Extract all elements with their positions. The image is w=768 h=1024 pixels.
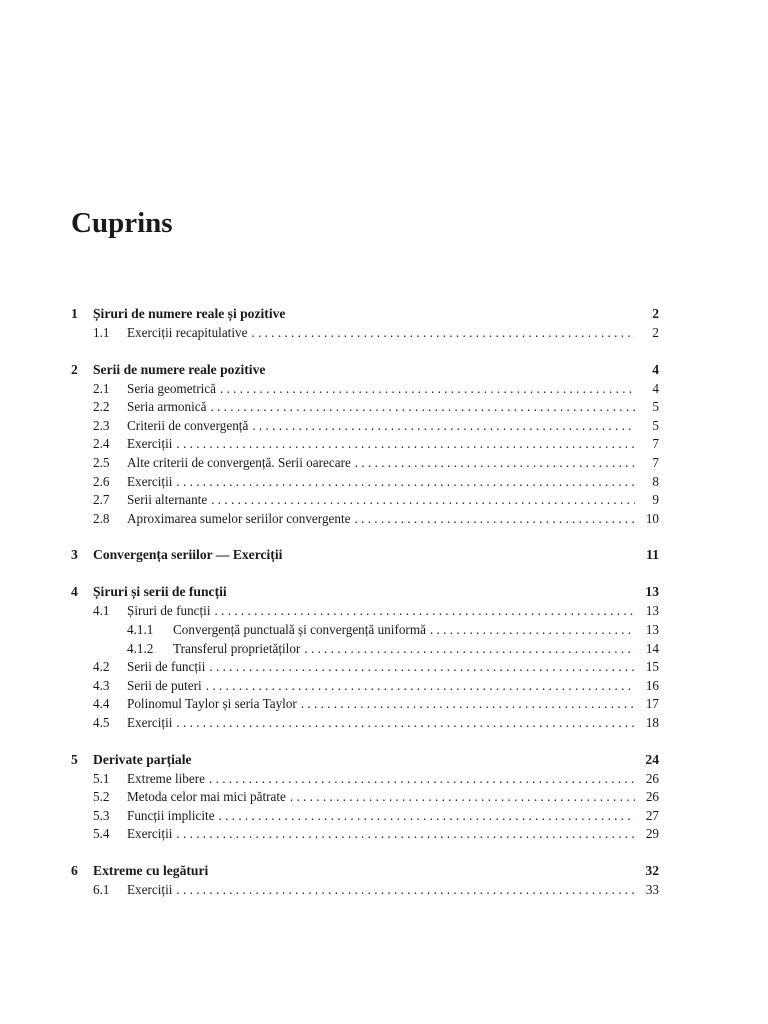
entry-page-number: 7 [652, 454, 659, 470]
entry-title: Serii alternante [127, 492, 208, 508]
entry-page-number: 29 [645, 826, 659, 842]
dot-leader [209, 770, 635, 789]
entry-title: Criterii de convergență [127, 417, 249, 433]
dot-leader [210, 398, 635, 417]
entry-title: Polinomul Taylor și seria Taylor [127, 696, 297, 712]
toc-section-entry[interactable] [71, 398, 659, 417]
toc-subsection-entry[interactable] [71, 621, 659, 640]
entry-title: Exerciții [127, 714, 173, 730]
entry-page-number: 26 [645, 789, 659, 805]
entry-page-number: 4 [652, 380, 659, 396]
entry-title: Transferul proprietăților [173, 640, 301, 656]
entry-title: Exerciții [127, 473, 173, 489]
entry-number: 2.1 [93, 380, 110, 396]
entry-page-number: 4 [652, 361, 659, 377]
toc-chapter-entry[interactable] [71, 750, 659, 770]
entry-number: 4.1.1 [127, 621, 154, 637]
entry-title: Derivate parțiale [93, 751, 192, 767]
dot-leader [251, 324, 635, 343]
entry-title: Funcții implicite [127, 807, 215, 823]
entry-page-number: 32 [645, 862, 659, 878]
toc-section-entry[interactable] [71, 473, 659, 492]
dot-leader [304, 640, 635, 659]
dot-leader [219, 807, 635, 826]
entry-page-number: 27 [645, 807, 659, 823]
dot-leader [209, 658, 635, 677]
entry-page-number: 8 [652, 473, 659, 489]
toc-section-entry[interactable] [71, 380, 659, 399]
entry-title: Serii de numere reale pozitive [93, 361, 266, 377]
toc-section-entry[interactable] [71, 788, 659, 807]
dot-leader [176, 435, 635, 454]
entry-number: 4.4 [93, 696, 110, 712]
entry-number: 5.1 [93, 770, 110, 786]
entry-number: 3 [71, 547, 78, 563]
toc-chapter-entry[interactable] [71, 545, 659, 565]
entry-number: 2.2 [93, 399, 110, 415]
entry-title: Extreme libere [127, 770, 205, 786]
entry-title: Exerciții [127, 436, 173, 452]
toc-section-entry[interactable] [71, 825, 659, 844]
entry-page-number: 26 [645, 770, 659, 786]
toc-section-entry[interactable] [71, 770, 659, 789]
entry-number: 2.5 [93, 454, 110, 470]
dot-leader [176, 825, 635, 844]
dot-leader [220, 380, 635, 399]
toc-subsection-entry[interactable] [71, 640, 659, 659]
entry-page-number: 5 [652, 417, 659, 433]
entry-number: 5 [71, 751, 78, 767]
entry-number: 6 [71, 862, 78, 878]
entry-number: 5.2 [93, 789, 110, 805]
page-title: Cuprins [71, 207, 173, 239]
entry-title: Exerciții [127, 881, 173, 897]
entry-title: Șiruri de funcții [127, 603, 211, 619]
entry-page-number: 9 [652, 492, 659, 508]
entry-page-number: 2 [652, 325, 659, 340]
dot-leader [211, 491, 635, 510]
toc-section-entry[interactable] [71, 510, 659, 529]
toc-section-entry[interactable] [71, 677, 659, 696]
toc-section-entry[interactable] [71, 714, 659, 733]
entry-page-number: 10 [645, 510, 659, 526]
entry-page-number: 13 [645, 584, 659, 600]
toc-section-entry[interactable] [71, 417, 659, 436]
entry-number: 1 [71, 306, 78, 321]
toc-chapter [71, 360, 659, 529]
dot-leader [176, 881, 635, 900]
entry-page-number: 17 [645, 696, 659, 712]
entry-title: Exerciții recapitulative [127, 325, 248, 340]
toc-section-entry[interactable] [71, 324, 659, 343]
table-of-contents [71, 304, 659, 916]
entry-number: 5.3 [93, 807, 110, 823]
entry-title: Convergența seriilor — Exerciții [93, 547, 283, 563]
entry-page-number: 18 [645, 714, 659, 730]
entry-number: 2.7 [93, 492, 110, 508]
entry-title: Șiruri și serii de funcții [93, 584, 227, 600]
entry-page-number: 13 [645, 621, 659, 637]
entry-title: Serii de funcții [127, 659, 206, 675]
entry-number: 1.1 [93, 325, 110, 340]
entry-number: 2.8 [93, 510, 110, 526]
entry-page-number: 5 [652, 399, 659, 415]
entry-title: Extreme cu legături [93, 862, 209, 878]
entry-page-number: 13 [645, 603, 659, 619]
dot-leader [355, 454, 635, 473]
toc-section-entry[interactable] [71, 658, 659, 677]
entry-title: Serii de puteri [127, 677, 202, 693]
entry-number: 2.4 [93, 436, 110, 452]
toc-section-entry[interactable] [71, 807, 659, 826]
dot-leader [430, 621, 635, 640]
toc-section-entry[interactable] [71, 491, 659, 510]
entry-title: Seria geometrică [127, 380, 216, 396]
entry-number: 5.4 [93, 826, 110, 842]
toc-chapter [71, 545, 659, 565]
toc-section-entry[interactable] [71, 695, 659, 714]
entry-page-number: 7 [652, 436, 659, 452]
dot-leader [252, 417, 635, 436]
toc-section-entry[interactable] [71, 881, 659, 900]
toc-section-entry[interactable] [71, 602, 659, 621]
entry-title: Convergență punctuală și convergență uniformă [173, 621, 426, 637]
toc-chapter [71, 861, 659, 900]
entry-page-number: 33 [645, 881, 659, 897]
dot-leader [206, 677, 635, 696]
toc-section-entry[interactable] [71, 435, 659, 454]
dot-leader [176, 473, 635, 492]
toc-chapter [71, 582, 659, 732]
entry-number: 4 [71, 584, 78, 600]
entry-number: 2.3 [93, 417, 110, 433]
toc-chapter-entry[interactable] [71, 360, 659, 380]
entry-number: 4.1.2 [127, 640, 154, 656]
entry-page-number: 16 [645, 677, 659, 693]
entry-title: Exerciții [127, 826, 173, 842]
entry-title: Șiruri de numere reale și pozitive [93, 306, 286, 321]
entry-title: Aproximarea sumelor seriilor convergente [127, 510, 351, 526]
dot-leader [215, 602, 635, 621]
dot-leader [176, 714, 635, 733]
toc-chapter-entry[interactable] [71, 582, 659, 602]
toc-chapter-entry[interactable] [71, 861, 659, 881]
dot-leader [355, 510, 636, 529]
entry-number: 4.1 [93, 603, 110, 619]
entry-page-number: 15 [645, 659, 659, 675]
dot-leader [290, 788, 635, 807]
entry-number: 4.3 [93, 677, 110, 693]
entry-page-number: 14 [645, 640, 659, 656]
toc-section-entry[interactable] [71, 454, 659, 473]
toc-chapter [71, 304, 659, 343]
entry-title: Seria armonică [127, 399, 207, 415]
entry-title: Metoda celor mai mici pătrate [127, 789, 286, 805]
entry-number: 2.6 [93, 473, 110, 489]
entry-title: Alte criterii de convergență. Serii oarecare [127, 454, 351, 470]
toc-chapter [71, 750, 659, 844]
toc-chapter-entry[interactable] [71, 304, 659, 324]
entry-page-number: 2 [652, 306, 659, 321]
entry-page-number: 24 [645, 751, 659, 767]
entry-number: 2 [71, 361, 78, 377]
entry-number: 6.1 [93, 881, 110, 897]
entry-page-number: 11 [646, 547, 659, 563]
dot-leader [301, 695, 635, 714]
entry-number: 4.5 [93, 714, 110, 730]
entry-number: 4.2 [93, 659, 110, 675]
